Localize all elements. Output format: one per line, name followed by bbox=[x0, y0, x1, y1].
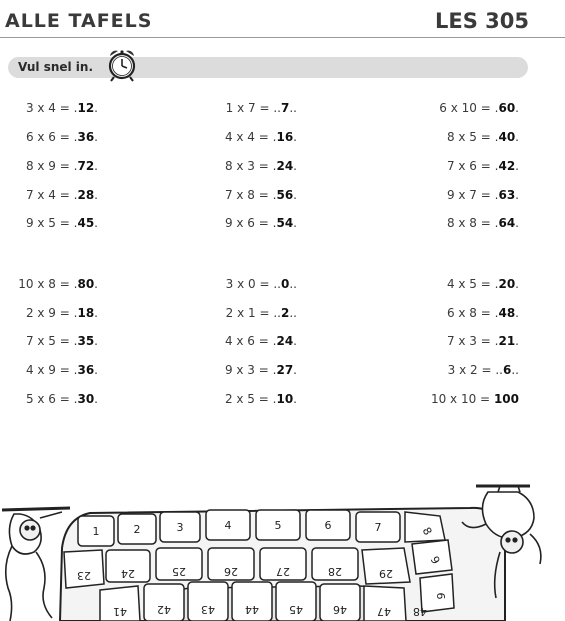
board-cell-number: 6 bbox=[434, 592, 447, 600]
answer-trailing-dots: . bbox=[515, 334, 519, 348]
answer-trailing-dots: . bbox=[293, 188, 297, 202]
exercise-item bbox=[447, 159, 519, 173]
answer-leader-dots: . bbox=[73, 277, 78, 291]
exercise-item bbox=[448, 363, 519, 377]
board-cell-number: 2 bbox=[133, 523, 141, 536]
exercise-item bbox=[26, 130, 98, 144]
answer-trailing-dots: . bbox=[293, 392, 297, 406]
exercise-expression: 3 x 4 = bbox=[25, 101, 70, 115]
answer-leader-dots: . bbox=[272, 130, 277, 144]
lesson-number: LES 305 bbox=[435, 9, 529, 33]
page-header bbox=[0, 0, 565, 38]
exercise-item bbox=[447, 188, 519, 202]
answer-trailing-dots: .. bbox=[289, 277, 297, 291]
instruction-bar bbox=[8, 57, 528, 78]
answer-trailing-dots: . bbox=[293, 334, 297, 348]
exercise-expression: 9 x 7 = bbox=[446, 188, 491, 202]
answer-trailing-dots: . bbox=[94, 216, 98, 230]
board-cell-number: 41 bbox=[113, 605, 127, 618]
board-cell-number: 42 bbox=[157, 603, 171, 616]
exercise-answer: 36 bbox=[77, 363, 95, 377]
exercise-expression: 1 x 7 = bbox=[225, 101, 270, 115]
exercise-answer: 16 bbox=[276, 130, 294, 144]
exercise-expression: 4 x 4 = bbox=[224, 130, 269, 144]
exercise-answer: 63 bbox=[498, 188, 516, 202]
answer-trailing-dots: . bbox=[94, 334, 98, 348]
exercise-item bbox=[431, 392, 519, 406]
exercise-item bbox=[26, 216, 98, 230]
answer-trailing-dots: . bbox=[515, 130, 519, 144]
board-cell-number: 4 bbox=[224, 519, 232, 532]
exercise-expression: 7 x 6 = bbox=[446, 159, 491, 173]
exercise-item bbox=[447, 216, 519, 230]
answer-leader-dots: . bbox=[73, 101, 78, 115]
worksheet-title: ALLE TAFELS bbox=[5, 10, 153, 32]
answer-leader-dots: . bbox=[272, 159, 277, 173]
board-cell-number: 46 bbox=[333, 603, 347, 616]
exercise-expression: 7 x 4 = bbox=[25, 188, 70, 202]
board-cell-number: 45 bbox=[289, 603, 303, 616]
exercise-answer: 56 bbox=[276, 188, 294, 202]
exercise-expression: 6 x 8 = bbox=[446, 306, 491, 320]
exercise-item bbox=[439, 101, 519, 115]
exercise-item bbox=[26, 188, 98, 202]
header-divider bbox=[0, 37, 565, 38]
answer-leader-dots: . bbox=[494, 306, 499, 320]
exercise-answer: 40 bbox=[498, 130, 516, 144]
exercise-item bbox=[447, 277, 519, 291]
answer-leader-dots: . bbox=[494, 334, 499, 348]
answer-leader-dots: . bbox=[73, 188, 78, 202]
exercise-answer: 2 bbox=[281, 306, 290, 320]
answer-leader-dots: . bbox=[272, 334, 277, 348]
answer-leader-dots: . bbox=[494, 101, 499, 115]
exercise-answer: 35 bbox=[77, 334, 95, 348]
answer-trailing-dots: . bbox=[515, 306, 519, 320]
exercise-item bbox=[225, 363, 297, 377]
exercise-expression: 8 x 9 = bbox=[25, 159, 70, 173]
exercise-item bbox=[447, 130, 519, 144]
board-cell-number: 8 bbox=[419, 524, 435, 538]
answer-leader-dots: .. bbox=[273, 306, 281, 320]
exercise-item bbox=[26, 392, 98, 406]
answer-leader-dots: .. bbox=[495, 363, 503, 377]
exercise-expression: 7 x 8 = bbox=[224, 188, 269, 202]
answer-trailing-dots: . bbox=[515, 101, 519, 115]
answer-leader-dots: . bbox=[494, 216, 499, 230]
board-cell-number: 23 bbox=[77, 569, 91, 582]
exercise-answer: 27 bbox=[276, 363, 294, 377]
board-cell-number: 26 bbox=[224, 565, 238, 578]
exercise-answer: 100 bbox=[493, 392, 519, 406]
answer-leader-dots: . bbox=[272, 363, 277, 377]
exercise-expression: 9 x 3 = bbox=[224, 363, 269, 377]
exercise-answer: 64 bbox=[498, 216, 516, 230]
exercise-answer: 45 bbox=[77, 216, 95, 230]
exercise-item bbox=[26, 363, 98, 377]
answer-leader-dots: . bbox=[73, 334, 78, 348]
board-cell-number: 7 bbox=[374, 521, 382, 534]
answer-trailing-dots: . bbox=[515, 188, 519, 202]
answer-leader-dots: . bbox=[494, 277, 499, 291]
exercise-answer: 12 bbox=[77, 101, 95, 115]
exercise-item bbox=[18, 277, 98, 291]
exercise-expression: 2 x 5 = bbox=[224, 392, 269, 406]
exercise-item bbox=[447, 334, 519, 348]
exercise-expression: 2 x 9 = bbox=[25, 306, 70, 320]
exercise-expression: 6 x 6 = bbox=[25, 130, 70, 144]
exercise-item bbox=[226, 101, 297, 115]
exercise-expression: 3 x 2 = bbox=[447, 363, 492, 377]
exercise-item bbox=[225, 188, 297, 202]
exercise-expression: 10 x 8 = bbox=[18, 277, 70, 291]
exercise-item bbox=[26, 159, 98, 173]
exercise-expression: 9 x 6 = bbox=[224, 216, 269, 230]
answer-leader-dots: . bbox=[272, 216, 277, 230]
answer-trailing-dots: . bbox=[515, 216, 519, 230]
exercise-expression: 2 x 1 = bbox=[225, 306, 270, 320]
answer-trailing-dots: . bbox=[94, 277, 98, 291]
exercise-item bbox=[26, 306, 98, 320]
answer-trailing-dots: . bbox=[293, 159, 297, 173]
board-cell-number: 5 bbox=[274, 519, 282, 532]
board-cell-number: 47 bbox=[377, 605, 391, 618]
exercise-item bbox=[225, 216, 297, 230]
answer-trailing-dots: . bbox=[293, 216, 297, 230]
board-cell-number: 28 bbox=[328, 565, 342, 578]
alarm-clock-icon bbox=[106, 48, 138, 82]
number-board-illustration bbox=[0, 478, 565, 621]
exercise-item bbox=[226, 306, 297, 320]
board-cell-number: 27 bbox=[276, 565, 290, 578]
board-cell-number: 6 bbox=[324, 519, 332, 532]
board-cell-number: 44 bbox=[245, 603, 259, 616]
exercise-item bbox=[226, 277, 297, 291]
answer-trailing-dots: . bbox=[94, 306, 98, 320]
answer-trailing-dots: . bbox=[94, 363, 98, 377]
exercise-answer: 18 bbox=[77, 306, 95, 320]
exercise-answer: 10 bbox=[276, 392, 294, 406]
exercise-expression: 9 x 5 = bbox=[25, 216, 70, 230]
answer-leader-dots: . bbox=[73, 130, 78, 144]
exercise-expression: 7 x 5 = bbox=[25, 334, 70, 348]
exercise-item bbox=[447, 306, 519, 320]
exercise-item bbox=[225, 392, 297, 406]
exercise-answer: 72 bbox=[77, 159, 95, 173]
exercise-answer: 21 bbox=[498, 334, 516, 348]
answer-leader-dots: . bbox=[494, 130, 499, 144]
instruction-text: Vul snel in. bbox=[18, 60, 94, 74]
exercise-expression: 6 x 10 = bbox=[439, 101, 491, 115]
answer-leader-dots: . bbox=[73, 306, 78, 320]
answer-trailing-dots: . bbox=[94, 188, 98, 202]
exercise-expression: 8 x 3 = bbox=[224, 159, 269, 173]
answer-trailing-dots: . bbox=[515, 277, 519, 291]
exercise-answer: 60 bbox=[498, 101, 516, 115]
exercise-expression: 4 x 9 = bbox=[25, 363, 70, 377]
answer-trailing-dots: . bbox=[94, 101, 98, 115]
answer-trailing-dots: . bbox=[515, 159, 519, 173]
answer-trailing-dots: .. bbox=[511, 363, 519, 377]
board-cell-number: 48 bbox=[413, 605, 427, 618]
board-cell-number: 25 bbox=[172, 565, 186, 578]
exercise-answer: 36 bbox=[77, 130, 95, 144]
exercise-item bbox=[26, 101, 98, 115]
exercise-expression: 4 x 6 = bbox=[224, 334, 269, 348]
exercise-expression: 5 x 6 = bbox=[25, 392, 70, 406]
answer-trailing-dots: . bbox=[293, 130, 297, 144]
answer-trailing-dots: . bbox=[94, 159, 98, 173]
exercise-answer: 20 bbox=[498, 277, 516, 291]
exercise-answer: 28 bbox=[77, 188, 95, 202]
exercise-expression: 3 x 0 = bbox=[225, 277, 270, 291]
answer-leader-dots: .. bbox=[273, 101, 281, 115]
board-cell-number: 29 bbox=[379, 567, 393, 580]
exercise-expression: 7 x 3 = bbox=[446, 334, 491, 348]
answer-leader-dots: . bbox=[73, 159, 78, 173]
answer-trailing-dots: .. bbox=[289, 306, 297, 320]
answer-trailing-dots: . bbox=[293, 363, 297, 377]
exercise-answer: 7 bbox=[281, 101, 290, 115]
exercise-answer: 54 bbox=[276, 216, 294, 230]
exercise-item bbox=[225, 130, 297, 144]
board-cell-number: 3 bbox=[176, 521, 184, 534]
answer-leader-dots: . bbox=[272, 392, 277, 406]
exercise-answer: 0 bbox=[281, 277, 290, 291]
board-cell-number: 43 bbox=[201, 603, 215, 616]
exercise-expression: 10 x 10 = bbox=[430, 392, 491, 406]
answer-leader-dots: . bbox=[494, 159, 499, 173]
answer-leader-dots: . bbox=[73, 363, 78, 377]
answer-trailing-dots: .. bbox=[289, 101, 297, 115]
exercise-answer: 30 bbox=[77, 392, 95, 406]
exercise-item bbox=[225, 159, 297, 173]
exercise-item bbox=[26, 334, 98, 348]
exercise-answer: 6 bbox=[503, 363, 512, 377]
board-cell-number: 9 bbox=[427, 553, 443, 567]
answer-leader-dots: .. bbox=[273, 277, 281, 291]
answer-leader-dots: . bbox=[73, 216, 78, 230]
answer-leader-dots: . bbox=[73, 392, 78, 406]
answer-trailing-dots: . bbox=[94, 130, 98, 144]
board-cell-number: 1 bbox=[92, 525, 100, 538]
answer-trailing-dots: . bbox=[94, 392, 98, 406]
exercise-answer: 80 bbox=[77, 277, 95, 291]
exercise-expression: 4 x 5 = bbox=[446, 277, 491, 291]
exercise-answer: 48 bbox=[498, 306, 516, 320]
exercise-answer: 42 bbox=[498, 159, 516, 173]
exercise-answer: 24 bbox=[276, 159, 294, 173]
answer-leader-dots: . bbox=[494, 188, 499, 202]
board-cell-number: 24 bbox=[121, 567, 135, 580]
exercise-answer: 24 bbox=[276, 334, 294, 348]
answer-leader-dots: . bbox=[272, 188, 277, 202]
exercise-expression: 8 x 8 = bbox=[446, 216, 491, 230]
exercise-expression: 8 x 5 = bbox=[446, 130, 491, 144]
exercise-item bbox=[225, 334, 297, 348]
